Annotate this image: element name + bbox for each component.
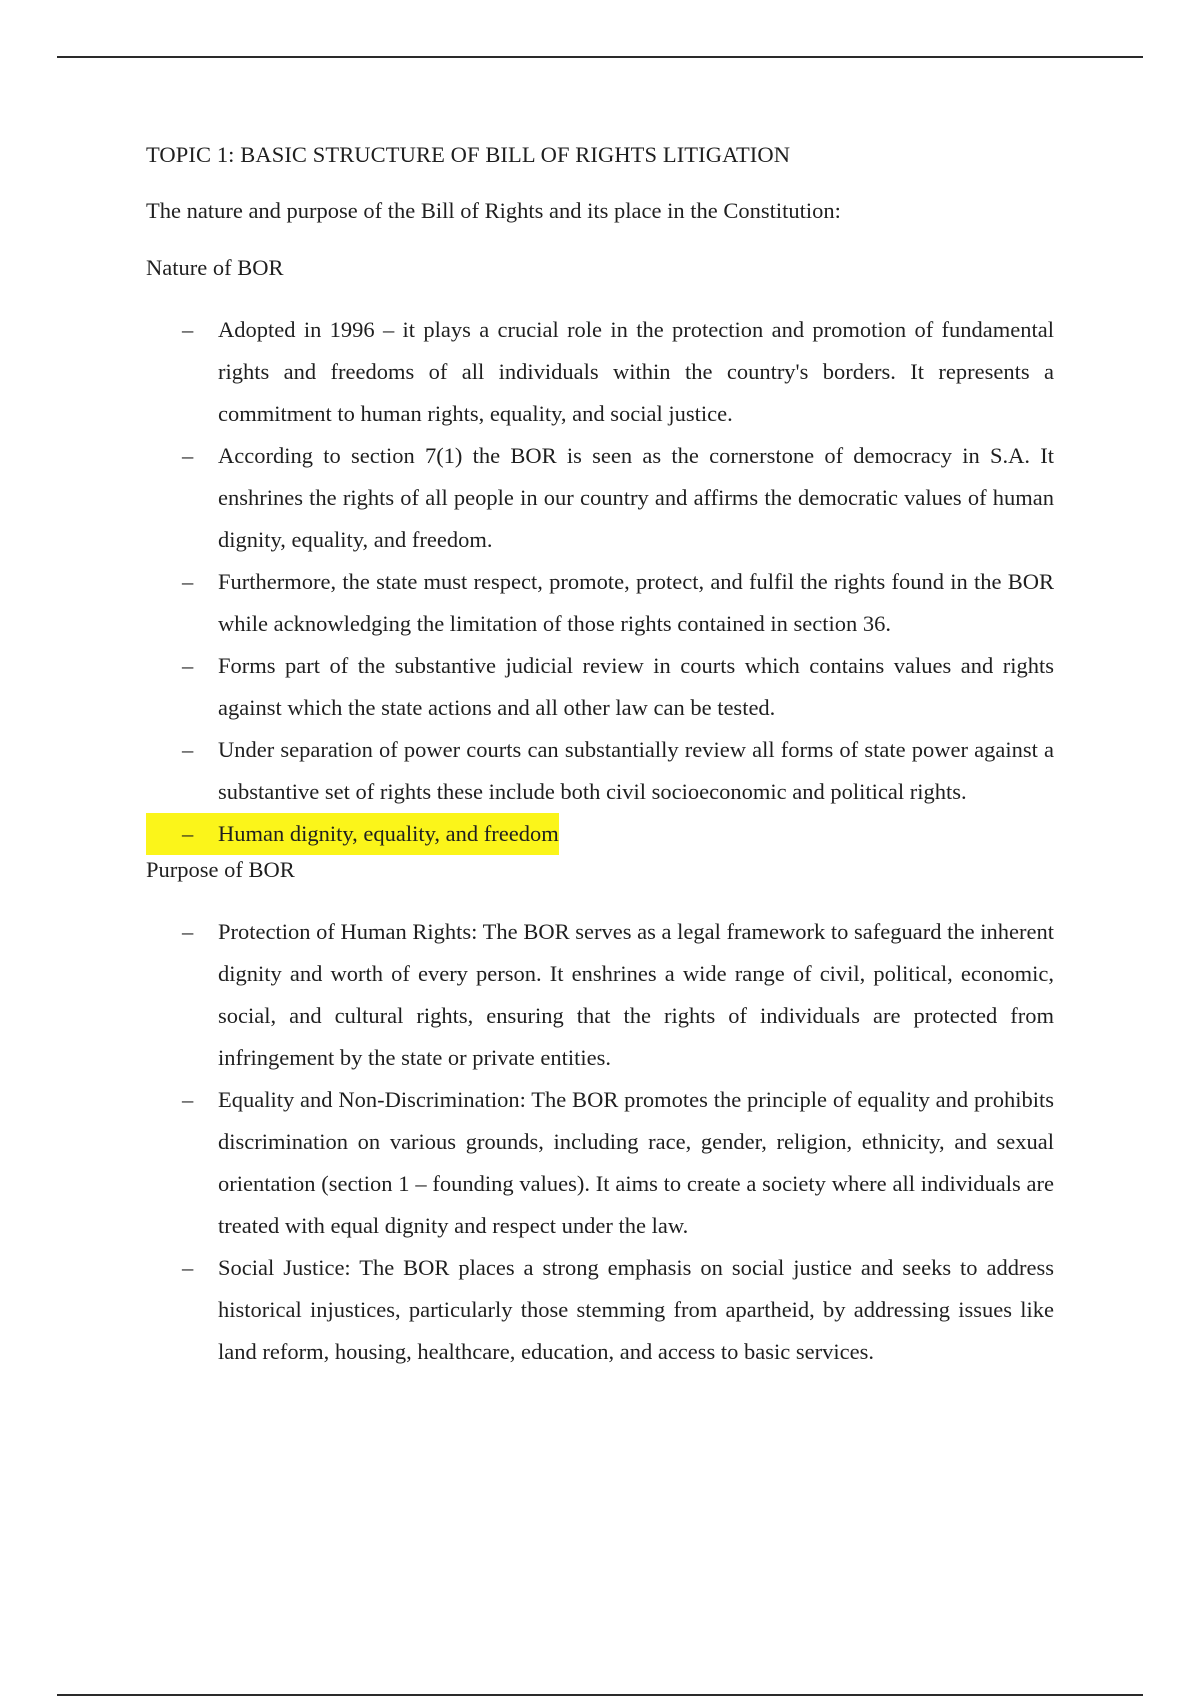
dash-bullet: –	[182, 317, 194, 342]
document-title: TOPIC 1: BASIC STRUCTURE OF BILL OF RIGHTS LITIGATION	[146, 142, 791, 167]
dash-bullet: –	[182, 1087, 194, 1112]
purpose-list	[146, 911, 1054, 1373]
nature-list	[146, 309, 1054, 855]
highlighted-list-item	[146, 813, 1054, 855]
dash-bullet: –	[182, 821, 194, 846]
document-page	[146, 140, 1054, 1373]
highlighted-text: Human dignity, equality, and freedom	[218, 821, 559, 846]
header-rule	[57, 56, 1143, 58]
list-item-text: Adopted in 1996 – it plays a crucial role in the protection and promotion of fundamental rights and freedoms of all individuals within the country's borders. It represents a commitment to human rights, equality, and social justice.	[218, 317, 1054, 426]
dash-bullet: –	[182, 1255, 194, 1280]
list-item-text: Equality and Non-Discrimination: The BOR promotes the principle of equality and prohibits discrimination on various grounds, including race, gender, religion, ethnicity, and sexual orientation (section 1 – founding values). It aims to create a society where all individuals are treated with equal dignity and respect under the law.	[218, 1087, 1054, 1238]
dash-bullet: –	[182, 653, 194, 678]
list-item	[146, 911, 1054, 1079]
list-item	[146, 309, 1054, 435]
list-item	[146, 435, 1054, 561]
dash-bullet: –	[182, 737, 194, 762]
list-item	[146, 645, 1054, 729]
list-item-text: Protection of Human Rights: The BOR serves as a legal framework to safeguard the inherent dignity and worth of every person. It enshrines a wide range of civil, political, economic, social, and cultural rights, ensuring that the rights of individuals are protected from infringement by the state or private entities.	[218, 919, 1054, 1070]
list-item	[146, 1079, 1054, 1247]
purpose-heading: Purpose of BOR	[146, 857, 295, 882]
list-item	[146, 729, 1054, 813]
text-highlight	[146, 813, 559, 855]
dash-bullet: –	[182, 569, 194, 594]
list-item-text: Forms part of the substantive judicial review in courts which contains values and rights against which the state actions and all other law can be tested.	[218, 653, 1054, 720]
intro-paragraph: The nature and purpose of the Bill of Rights and its place in the Constitution:	[146, 198, 841, 223]
list-item-text: Social Justice: The BOR places a strong emphasis on social justice and seeks to address historical injustices, particularly those stemming from apartheid, by addressing issues like land reform, housing, healthcare, education, and access to basic services.	[218, 1255, 1054, 1364]
list-item-text: Furthermore, the state must respect, promote, protect, and fulfil the rights found in the BOR while acknowledging the limitation of those rights contained in section 36.	[218, 569, 1054, 636]
list-item-text: According to section 7(1) the BOR is seen as the cornerstone of democracy in S.A. It enshrines the rights of all people in our country and affirms the democratic values of human dignity, equality, and freedom.	[218, 443, 1054, 552]
footer-rule	[57, 1694, 1143, 1696]
dash-bullet: –	[182, 443, 194, 468]
list-item-text: Under separation of power courts can substantially review all forms of state power against a substantive set of rights these include both civil socioeconomic and political rights.	[218, 737, 1054, 804]
dash-bullet: –	[182, 919, 194, 944]
nature-heading: Nature of BOR	[146, 255, 284, 280]
list-item	[146, 1247, 1054, 1373]
list-item	[146, 561, 1054, 645]
